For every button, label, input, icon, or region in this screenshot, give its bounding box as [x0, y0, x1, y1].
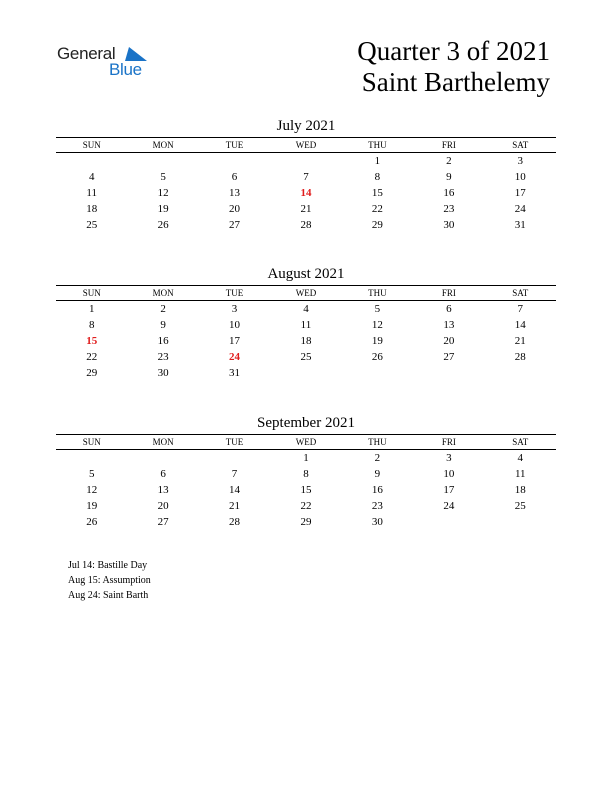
month-title: July 2021	[276, 118, 336, 134]
date-cell: 27	[443, 351, 455, 363]
date-cell: 25	[514, 500, 526, 512]
logo-text-blue: Blue	[109, 60, 142, 79]
weekday-label: MON	[152, 140, 174, 150]
date-cell: 1	[88, 303, 95, 315]
week-row	[56, 333, 556, 349]
date-cell: 19	[371, 335, 383, 347]
week-row	[56, 217, 556, 233]
week-row	[56, 498, 556, 514]
page-title	[357, 36, 550, 98]
date-cell: 21	[514, 335, 526, 347]
date-cell: 13	[443, 319, 455, 331]
logo-text-general: General	[57, 44, 116, 63]
holiday-note: Aug 15: Assumption	[68, 575, 151, 586]
date-cell: 24	[443, 500, 455, 512]
date-cell: 10	[229, 319, 241, 331]
date-cell: 7	[303, 171, 309, 183]
weekday-label: MON	[152, 437, 174, 447]
date-cell: 2	[446, 155, 452, 167]
date-cell: 28	[514, 351, 526, 363]
weekday-label: WED	[295, 140, 317, 150]
date-cell: 1	[374, 155, 381, 167]
date-cell: 14	[229, 484, 241, 496]
date-cell: 4	[88, 171, 95, 183]
date-cell: 17	[514, 187, 526, 199]
weekday-label: TUE	[225, 437, 244, 447]
week-row	[56, 450, 556, 466]
date-cell: 11	[514, 468, 526, 480]
date-cell: 7	[231, 468, 238, 480]
date-cell: 12	[371, 319, 383, 331]
date-cell: 26	[157, 219, 169, 231]
date-cell: 12	[157, 187, 169, 199]
empty-date-cell	[199, 153, 270, 169]
date-cell: 6	[446, 303, 452, 315]
date-cell: 5	[88, 468, 95, 480]
date-cell: 5	[160, 171, 166, 183]
date-cell: 29	[86, 367, 98, 379]
week-row	[56, 185, 556, 201]
date-cell: 12	[86, 484, 98, 496]
empty-date-cell	[127, 153, 198, 169]
date-cell: 18	[514, 484, 526, 496]
date-cell: 25	[300, 351, 312, 363]
date-cell: 13	[229, 187, 241, 199]
date-cell: 29	[300, 516, 312, 528]
date-cell: 26	[371, 351, 383, 363]
date-cell: 23	[443, 203, 455, 215]
logo-triangle-icon	[125, 47, 147, 61]
weekday-label: THU	[368, 288, 387, 298]
date-cell: 3	[231, 303, 238, 315]
date-cell: 9	[374, 468, 381, 480]
empty-date-cell	[127, 450, 198, 466]
weekday-label: TUE	[225, 140, 244, 150]
week-row	[56, 317, 556, 333]
date-cell: 30	[371, 516, 383, 528]
date-cell: 25	[86, 219, 98, 231]
date-cell: 28	[300, 219, 312, 231]
title-country: Saint Barthelemy	[361, 67, 550, 97]
date-cell: 31	[514, 219, 526, 231]
date-cell: 8	[303, 468, 309, 480]
week-row	[56, 349, 556, 365]
week-row	[56, 169, 556, 185]
date-cell: 31	[229, 367, 241, 379]
date-cell: 27	[157, 516, 169, 528]
date-cell: 6	[231, 171, 238, 183]
empty-date-cell	[56, 153, 127, 169]
week-row	[56, 466, 556, 482]
date-cell: 23	[157, 351, 169, 363]
month-weeks	[56, 153, 556, 233]
date-cell: 17	[443, 484, 455, 496]
date-cell: 18	[86, 203, 98, 215]
date-cell: 3	[517, 155, 523, 167]
weekday-header	[56, 285, 556, 301]
date-cell: 20	[443, 335, 455, 347]
date-cell: 16	[371, 484, 383, 496]
date-cell: 16	[443, 187, 455, 199]
weekday-label: WED	[295, 437, 317, 447]
month-title: September 2021	[257, 415, 355, 431]
date-cell: 15	[371, 187, 383, 199]
weekday-label: FRI	[441, 288, 456, 298]
weekday-label: THU	[368, 140, 387, 150]
date-cell: 9	[160, 319, 166, 331]
date-cell: 24	[514, 203, 526, 215]
week-row	[56, 482, 556, 498]
holiday-note: Aug 24: Saint Barth	[68, 590, 149, 601]
date-cell: 22	[86, 351, 98, 363]
empty-date-cell	[56, 450, 127, 466]
empty-date-cell	[342, 365, 413, 381]
empty-date-cell	[485, 514, 556, 530]
date-cell: 10	[514, 171, 526, 183]
weekday-label: SUN	[82, 288, 101, 298]
holiday-note: Jul 14: Bastille Day	[68, 560, 148, 571]
weekday-label: THU	[368, 437, 387, 447]
empty-date-cell	[270, 365, 341, 381]
date-cell: 21	[300, 203, 312, 215]
month-title: August 2021	[267, 266, 345, 282]
holiday-date-cell: 24	[229, 351, 241, 363]
date-cell: 4	[517, 452, 523, 464]
date-cell: 29	[371, 219, 383, 231]
week-row	[56, 301, 556, 317]
date-cell: 15	[300, 484, 312, 496]
month-calendar-august	[56, 265, 556, 381]
date-cell: 30	[157, 367, 169, 379]
date-cell: 19	[86, 500, 98, 512]
weekday-label: FRI	[441, 140, 456, 150]
weekday-label: SAT	[512, 288, 529, 298]
week-row	[56, 365, 556, 381]
month-weeks	[56, 301, 556, 381]
weekday-label: SAT	[512, 140, 529, 150]
weekday-label: FRI	[441, 437, 456, 447]
date-cell: 27	[229, 219, 241, 231]
date-cell: 3	[446, 452, 452, 464]
date-cell: 1	[303, 452, 309, 464]
weekday-label: WED	[295, 288, 317, 298]
date-cell: 10	[443, 468, 455, 480]
week-row	[56, 201, 556, 217]
weekday-header	[56, 137, 556, 153]
date-cell: 22	[300, 500, 312, 512]
month-calendar-september	[56, 414, 556, 530]
date-cell: 22	[371, 203, 383, 215]
weekday-label: MON	[152, 288, 174, 298]
weekday-header	[56, 434, 556, 450]
date-cell: 28	[229, 516, 241, 528]
date-cell: 6	[160, 468, 166, 480]
weekday-label: SAT	[512, 437, 529, 447]
empty-date-cell	[270, 153, 341, 169]
generalblue-logo	[57, 40, 157, 82]
date-cell: 16	[157, 335, 169, 347]
date-cell: 14	[514, 319, 526, 331]
holiday-date-cell: 14	[300, 187, 312, 199]
date-cell: 18	[300, 335, 312, 347]
date-cell: 21	[229, 500, 241, 512]
date-cell: 2	[160, 303, 166, 315]
weekday-label: SUN	[82, 437, 101, 447]
date-cell: 23	[371, 500, 383, 512]
date-cell: 2	[374, 452, 381, 464]
date-cell: 11	[300, 319, 312, 331]
date-cell: 20	[157, 500, 169, 512]
date-cell: 19	[157, 203, 169, 215]
weekday-label: SUN	[82, 140, 101, 150]
empty-date-cell	[485, 365, 556, 381]
empty-date-cell	[413, 365, 484, 381]
date-cell: 11	[86, 187, 97, 199]
weekday-label: TUE	[225, 288, 244, 298]
holiday-notes	[68, 558, 151, 603]
date-cell: 8	[88, 319, 95, 331]
empty-date-cell	[413, 514, 484, 530]
date-cell: 7	[517, 303, 523, 315]
date-cell: 17	[229, 335, 241, 347]
week-row	[56, 514, 556, 530]
date-cell: 20	[229, 203, 241, 215]
week-row	[56, 153, 556, 169]
empty-date-cell	[199, 450, 270, 466]
date-cell: 4	[303, 303, 309, 315]
month-calendar-july	[56, 117, 556, 233]
title-quarter: Quarter 3 of 2021	[357, 36, 550, 66]
date-cell: 8	[374, 171, 381, 183]
date-cell: 26	[86, 516, 98, 528]
date-cell: 30	[443, 219, 455, 231]
date-cell: 9	[446, 171, 452, 183]
date-cell: 5	[374, 303, 381, 315]
month-weeks	[56, 450, 556, 530]
date-cell: 13	[157, 484, 169, 496]
holiday-date-cell: 15	[86, 335, 98, 347]
